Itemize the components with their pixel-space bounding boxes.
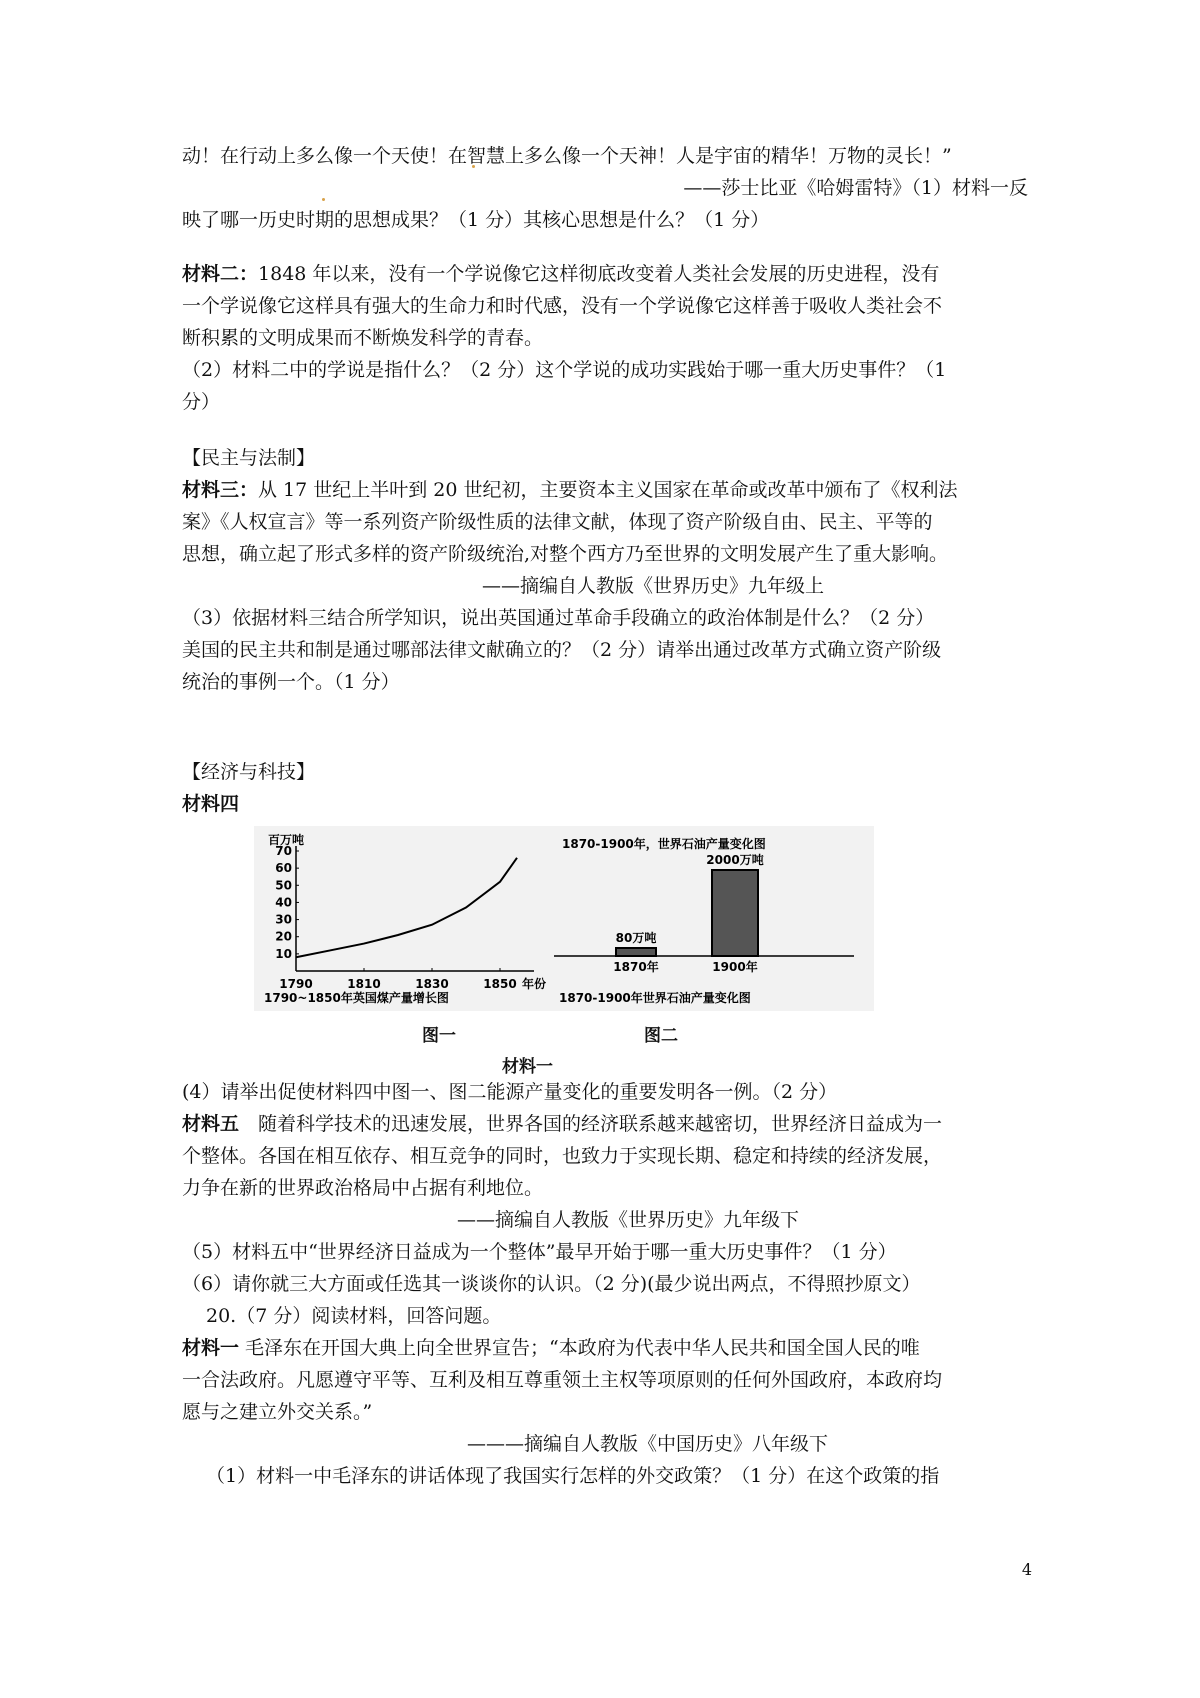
- x-tick-label: 1850: [483, 977, 517, 991]
- text-line: 统治的事例一个。（1 分）: [182, 671, 400, 693]
- material-label: 材料二：: [182, 263, 259, 285]
- question-5: （5）材料五中“世界经济日益成为一个整体”最早开始于哪一重大历史事件？（1 分）: [182, 1241, 897, 1263]
- y-tick-label: 20: [275, 929, 292, 944]
- coal-output-chart: [254, 826, 554, 1011]
- figure-caption-main: 材料一: [502, 1057, 553, 1077]
- source-line: ——摘编自人教版《世界历史》九年级上: [482, 575, 825, 597]
- category-label: 1870年: [613, 960, 659, 974]
- material-label: 材料四: [182, 793, 240, 815]
- document-page: [182, 140, 1028, 1492]
- y-tick-label: 60: [275, 861, 292, 876]
- text-line: ——莎士比亚《哈姆雷特》（1）材料一反: [683, 177, 1028, 199]
- material-label: 材料五: [182, 1113, 240, 1135]
- material-one: 材料一 毛泽东在开国大典上向全世界宣告；“本政府为代表中华人民共和国全国人民的唯: [182, 1337, 920, 1359]
- text-line: 力争在新的世界政治格局中占据有利地位。: [182, 1177, 544, 1199]
- material-four-figure: [182, 826, 1028, 1076]
- x-tick-label: 1830: [415, 977, 449, 991]
- section-heading: 【民主与法制】: [182, 447, 316, 469]
- material-two: 材料二：1848 年以来，没有一个学说像它这样彻底改变着人类社会发展的历史进程，没有: [182, 263, 940, 285]
- section-heading: 【经济与科技】: [182, 761, 316, 783]
- figure-caption-1: 图一: [422, 1026, 456, 1046]
- y-tick-label: 70: [275, 844, 292, 858]
- source-line: ———摘编自人教版《中国历史》八年级下: [467, 1433, 829, 1455]
- text-line: 案》《人权宣言》等一系列资产阶级性质的法律文献，体现了资产阶级自由、民主、平等的: [182, 511, 933, 533]
- text-line: 一合法政府。凡愿遵守平等、互利及相互尊重领土主权等项原则的任何外国政府，本政府均: [182, 1369, 943, 1391]
- data-label: 2000万吨: [706, 853, 764, 867]
- x-tick-label: 1790: [279, 977, 313, 991]
- x-axis-label: 年份: [522, 977, 547, 991]
- text-line: 个整体。各国在相互依存、相互竞争的同时，也致力于实现长期、稳定和持续的经济发展，: [182, 1145, 943, 1167]
- oil-output-chart: [554, 826, 874, 1011]
- material-label: 材料一: [182, 1337, 240, 1359]
- chart-subtitle: 1870-1900年世界石油产量变化图: [559, 991, 751, 1005]
- text-line: 一个学说像它这样具有强大的生命力和时代感，没有一个学说像它这样善于吸收人类社会不: [182, 295, 943, 317]
- question-2: （2）材料二中的学说是指什么？（2 分）这个学说的成功实践始于哪一重大历史事件？（1: [182, 359, 947, 381]
- question-4: (4）请举出促使材料四中图一、图二能源产量变化的重要发明各一例。（2 分）: [182, 1081, 838, 1103]
- chart-title: 1790~1850年英国煤产量增长图: [264, 991, 449, 1005]
- text-line: 愿与之建立外交关系。”: [182, 1401, 373, 1423]
- coal-output-line: [296, 858, 517, 957]
- material-label: 材料三：: [182, 479, 259, 501]
- category-label: 1900年: [712, 960, 758, 974]
- question-20-heading: 20.（7 分）阅读材料，回答问题。: [206, 1305, 502, 1327]
- question-3: （3）依据材料三结合所学知识，说出英国通过革命手段确立的政治体制是什么？（2 分）: [182, 607, 935, 629]
- text-line: 动！在行动上多么像一个天使！在智慧上多么像一个天神！人是宇宙的精华！万物的灵长！”: [182, 145, 952, 167]
- y-tick-label: 40: [275, 895, 292, 910]
- text-line: 断积累的文明成果而不断焕发科学的青春。: [182, 327, 544, 349]
- text-line: 分）: [182, 391, 221, 413]
- y-tick-label: 30: [275, 912, 292, 927]
- text-line: 美国的民主共和制是通过哪部法律文献确立的？（2 分）请举出通过改革方式确立资产阶级: [182, 639, 942, 661]
- question-1: （1）材料一中毛泽东的讲话体现了我国实行怎样的外交政策？（1 分）在这个政策的指: [206, 1465, 940, 1487]
- material-five: 材料五 随着科学技术的迅速发展，世界各国的经济联系越来越密切，世界经济日益成为一: [182, 1113, 943, 1135]
- y-tick-label: 50: [275, 878, 292, 893]
- page-number: 4: [1021, 1560, 1032, 1579]
- question-6: （6）请你就三大方面或任选其一谈谈你的认识。（2 分)(最少说出两点，不得照抄原文）: [182, 1273, 921, 1295]
- text-line: 思想，确立起了形式多样的资产阶级统治,对整个西方乃至世界的文明发展产生了重大影响。: [182, 543, 949, 565]
- chart-title: 1870-1900年，世界石油产量变化图: [562, 837, 766, 851]
- bar-1870年: [616, 948, 656, 956]
- x-tick-label: 1810: [347, 977, 381, 991]
- y-axis-label: 百万吨: [268, 833, 305, 847]
- text-line: 映了哪一历史时期的思想成果？（1 分）其核心思想是什么？（1 分）: [182, 209, 770, 231]
- bar-1900年: [712, 870, 758, 956]
- material-three: 材料三：从 17 世纪上半叶到 20 世纪初，主要资本主义国家在革命或改革中颁布了《权利法: [182, 479, 958, 501]
- figure-caption-2: 图二: [644, 1026, 678, 1046]
- y-tick-label: 10: [275, 946, 292, 961]
- source-line: ——摘编自人教版《世界历史》九年级下: [457, 1209, 800, 1231]
- data-label: 80万吨: [615, 931, 657, 945]
